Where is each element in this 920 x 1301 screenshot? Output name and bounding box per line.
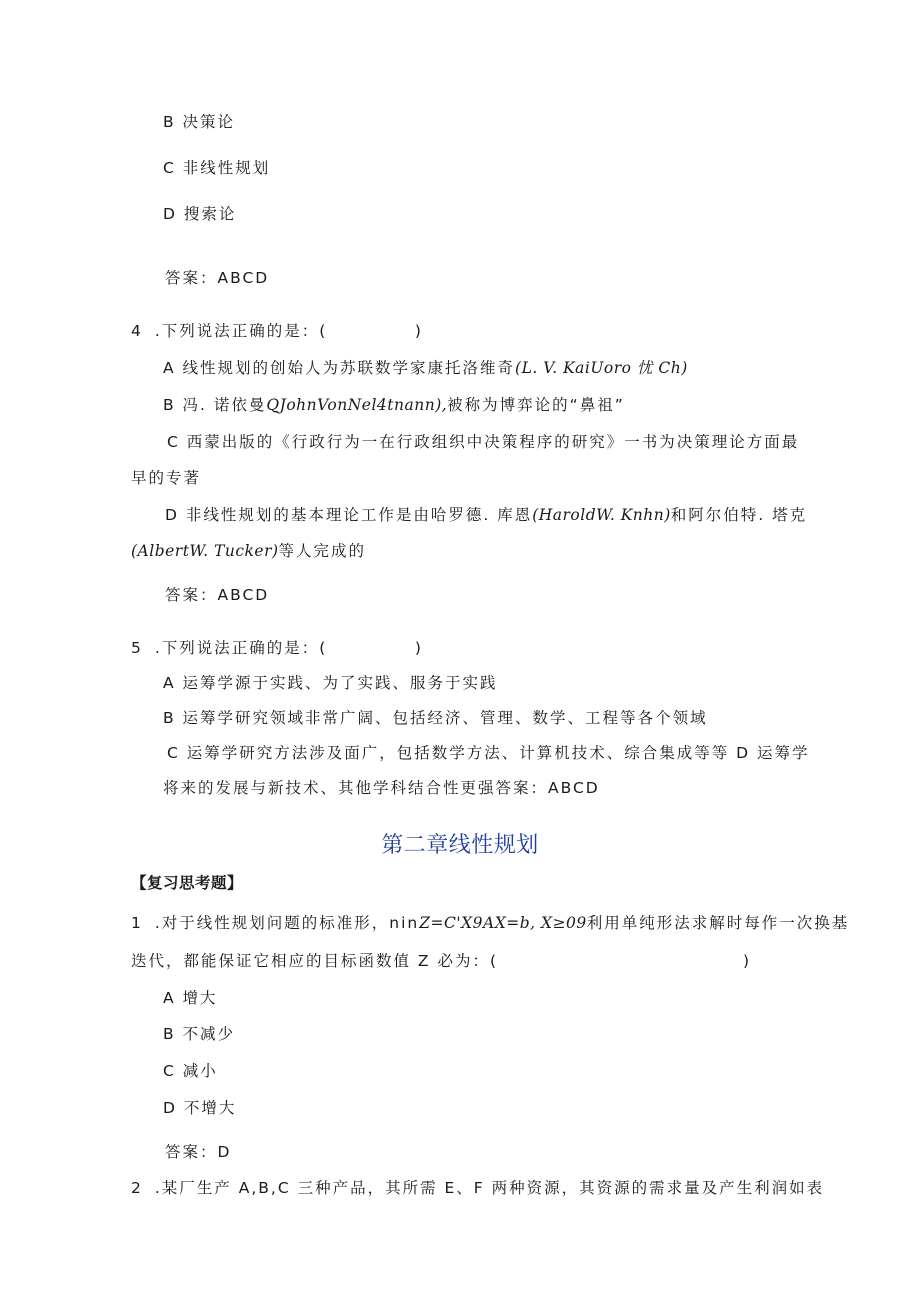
question-number: 2 — [131, 1179, 141, 1197]
answer-line: 答案：D — [165, 1143, 232, 1161]
question-text: .某厂生产 A,B,C 三种产品，其所需 E、F 两种资源，其资源的需求量及产生利润如表 — [154, 1179, 825, 1197]
option-text-tail: 被称为博弈论的“鼻祖” — [447, 396, 625, 414]
option-italic-text: (HaroldW. Knhn) — [532, 506, 671, 524]
q4-option-d-line1 — [165, 505, 807, 525]
option-text-tail: 等人完成的 — [278, 542, 367, 560]
answer-line: 答案：ABCD — [165, 586, 270, 604]
q5-option-a: A 运筹学源于实践、为了实践、服务于实践 — [163, 674, 498, 692]
q1-option-b: B 不减少 — [163, 1025, 236, 1043]
option-text: B 冯. 诺依曼 — [163, 396, 267, 414]
question-text: .对于线性规划问题的标准形，nin — [154, 914, 420, 932]
section-heading: 【复习思考题】 — [131, 874, 244, 892]
q4-option-c-line1: C 西蒙出版的《行政行为一在行政组织中决策程序的研究》一书为决策理论方面最 — [167, 433, 800, 451]
option-italic-text: QJohnVonNel4tnann), — [266, 396, 448, 414]
question-formula: Z=C'X9AX=b, X≥09 — [419, 914, 587, 932]
question-2 — [131, 1178, 824, 1198]
q4-option-c-line2: 早的专著 — [131, 469, 202, 487]
q5-option-b: B 运筹学研究领域非常广阔、包括经济、管理、数学、工程等各个领域 — [163, 709, 708, 727]
option-text: A 线性规划的创始人为苏联数学家康托洛维奇 — [163, 359, 516, 377]
question-1-line1 — [131, 913, 849, 933]
question-number: 4 — [131, 322, 141, 340]
question-4 — [131, 321, 423, 341]
option-italic-text: (L. V. KaiUoro 忧 Ch) — [515, 359, 688, 377]
q5-option-c-line1: C 运筹学研究方法涉及面广，包括数学方法、计算机技术、综合集成等等 D 运筹学 — [167, 744, 810, 762]
question-5 — [131, 638, 423, 658]
answer-line: 答案：ABCD — [165, 269, 270, 287]
option-b-line: B 决策论 — [163, 113, 236, 131]
option-c-line: C 非线性规划 — [163, 159, 271, 177]
option-text: D 非线性规划的基本理论工作是由哈罗德. 库恩 — [165, 506, 533, 524]
question-text: .下列说法正确的是：( ) — [154, 639, 423, 657]
option-italic-text: (AlbertW. Tucker) — [131, 542, 279, 560]
question-text-tail: 利用单纯形法求解时每作一次换基 — [586, 914, 850, 932]
q4-option-d-line2 — [131, 541, 366, 561]
option-text-tail: 和阿尔伯特. 塔克 — [670, 506, 808, 524]
question-number: 1 — [131, 914, 141, 932]
question-text: .下列说法正确的是：( ) — [154, 322, 423, 340]
q1-option-a: A 增大 — [163, 989, 218, 1007]
q5-option-c-line2: 将来的发展与新技术、其他学科结合性更强答案：ABCD — [163, 779, 600, 797]
q1-option-c: C 减小 — [163, 1062, 218, 1080]
q1-option-d: D 不增大 — [163, 1099, 237, 1117]
q4-option-a — [163, 358, 688, 378]
option-d-line: D 搜索论 — [163, 205, 237, 223]
q4-option-b — [163, 395, 625, 415]
question-number: 5 — [131, 639, 141, 657]
question-1-line2: 迭代，都能保证它相应的目标函数值 Z 必为：( ) — [131, 952, 752, 970]
chapter-title: 第二章线性规划 — [381, 833, 539, 858]
